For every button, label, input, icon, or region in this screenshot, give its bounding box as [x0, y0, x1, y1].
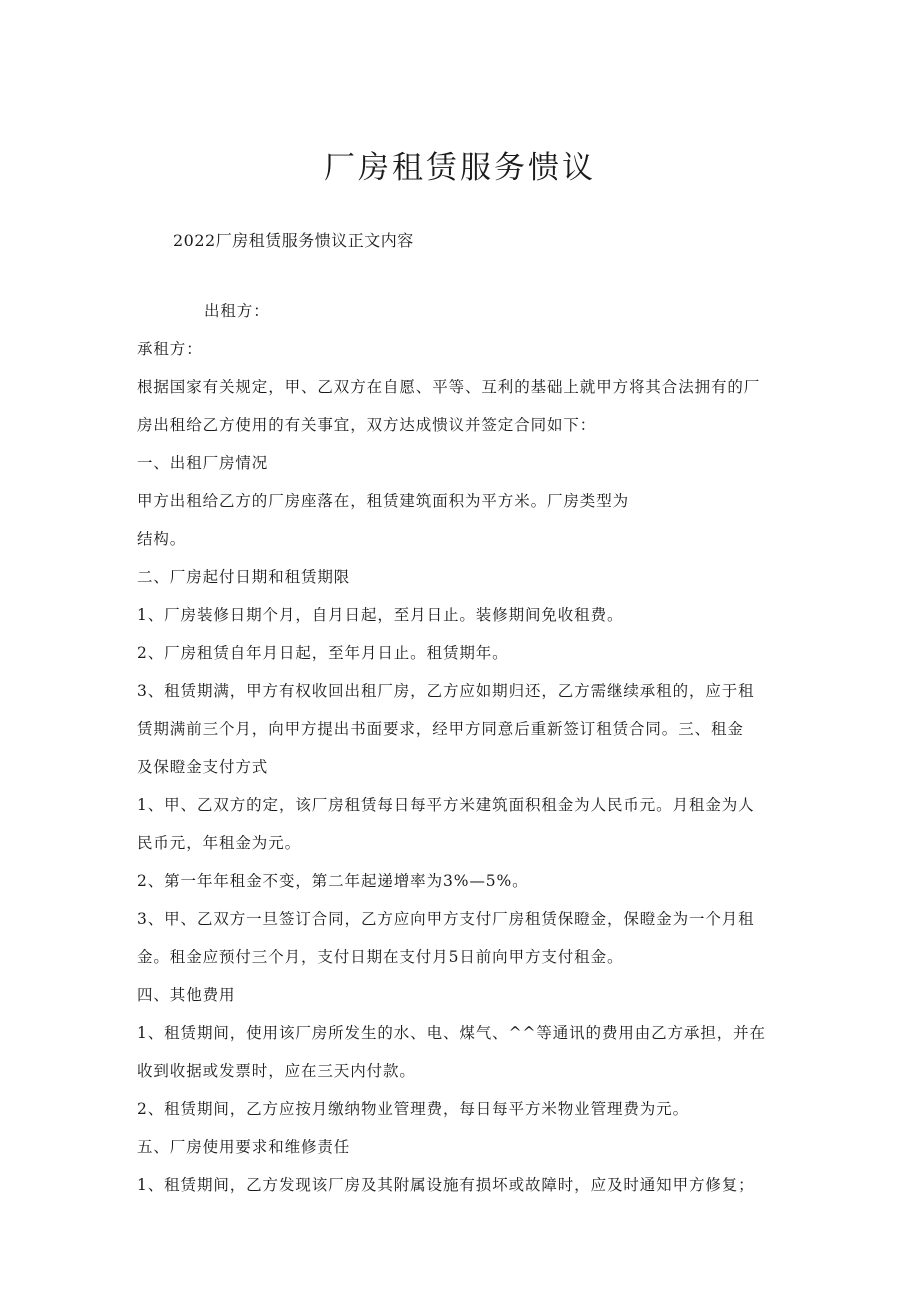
section-heading: 四、其他费用: [137, 986, 236, 1004]
lessor-line: 出租方：: [204, 302, 270, 320]
section-heading: 五、厂房使用要求和维修责任: [137, 1138, 351, 1156]
document-title: 厂房租赁服务愦议: [324, 150, 596, 186]
section-heading: 一、出租厂房情况: [137, 454, 269, 472]
paragraph-line: 结构。: [137, 530, 187, 548]
paragraph-line: 2、第一年年租金不变，第二年起递增率为3%—5%。: [137, 872, 529, 890]
paragraph-line: 金。租金应预付三个月，支付日期在支付月5日前向甲方支付租金。: [137, 948, 624, 966]
paragraph-line: 2、厂房租赁自年月日起，至年月日止。租赁期年。: [137, 644, 509, 662]
paragraph-line: 房出租给乙方使用的有关事宜，双方达成愦议并签定合同如下：: [137, 416, 597, 434]
paragraph-line: 1、租赁期间，使用该厂房所发生的水、电、煤气、^^等通讯的费用由乙方承担，并在: [137, 1024, 766, 1042]
paragraph-line: 1、甲、乙双方的定，该厂房租赁每日每平方米建筑面积租金为人民币元。月租金为人: [137, 796, 755, 814]
paragraph-line: 3、甲、乙双方一旦签订合同，乙方应向甲方支付厂房租赁保瞪金，保瞪金为一个月租: [137, 910, 755, 928]
paragraph-line: 民币元，年租金为元。: [137, 834, 302, 852]
document-subtitle: 2022厂房租赁服务愦议正文内容: [173, 231, 414, 250]
paragraph-line: 根据国家有关规定，甲、乙双方在自愿、平等、互利的基础上就甲方将其合法拥有的厂: [137, 378, 761, 396]
paragraph-line: 1、租赁期间，乙方发现该厂房及其附属设施有损坏或故障时，应及时通知甲方修复；: [137, 1176, 755, 1194]
paragraph-line: 及保瞪金支付方式: [137, 758, 269, 776]
paragraph-line: 收到收据或发票时，应在三天内付款。: [137, 1062, 416, 1080]
lessee-line: 承租方：: [137, 340, 203, 358]
paragraph-line: 3、租赁期满，甲方有权收回出租厂房，乙方应如期归还，乙方需继续承租的，应于租: [137, 682, 755, 700]
document-body: [137, 300, 787, 1212]
paragraph-line: 2、租赁期间，乙方应按月缴纳物业管理费，每日每平方米物业管理费为元。: [137, 1100, 689, 1118]
paragraph-line: 甲方出租给乙方的厂房座落在，租赁建筑面积为平方米。厂房类型为: [137, 492, 630, 510]
section-heading: 二、厂房起付日期和租赁期限: [137, 568, 351, 586]
paragraph-line: 1、厂房装修日期个月，自月日起，至月日止。装修期间免收租费。: [137, 606, 624, 624]
paragraph-line: 赁期满前三个月，向甲方提出书面要求，经甲方同意后重新签订租赁合同。三、租金: [137, 720, 744, 738]
